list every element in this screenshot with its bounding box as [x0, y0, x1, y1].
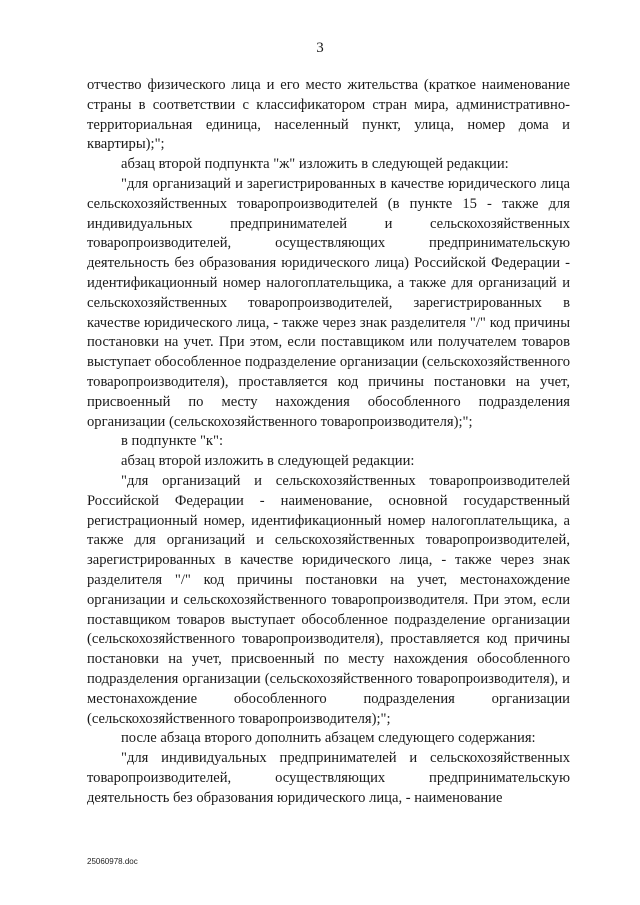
paragraph-3: "для организаций и зарегистрированных в качестве юридического лица сельскохозяйственных товаропроизводителей (в пункте 15 - также для индивидуальных предпринимателей и сельскохозяйственных товаропроизводителей, осуществляющих предпринимательскую деятельность без образования юридического лица) Российской Федерации - идентификационный номер налогоплательщика, а также для организаций и сельскохозяйственных товаропроизводителей, зарегистрированных в качестве юридического лица, - также через знак разделителя "/" код причины постановки на учет. При этом, если поставщиком или получателем товаров выступает обособленное подразделение организации (сельскохозяйственного товаропроизводителя), проставляется код причины постановки на учет, присвоенный по месту нахождения обособленного подразделения организации (сельскохозяйственного товаропроизводителя);";	[87, 175, 570, 430]
footer-filename: 25060978.doc	[87, 857, 138, 866]
paragraph-4: в подпункте "к":	[121, 433, 224, 450]
page-number: 3	[316, 40, 324, 56]
paragraph-1: отчество физического лица и его место жительства (краткое наименование страны в соответствии с классификатором стран мира, административно-территориальная единица, населенный пункт, улица, номер дома и квартиры);";	[87, 77, 570, 153]
paragraph-2: абзац второй подпункта "ж" изложить в следующей редакции:	[121, 156, 509, 173]
paragraph-8: "для индивидуальных предпринимателей и сельскохозяйственных товаропроизводителей, осуществляющих предпринимательскую деятельность без образования юридического лица, - наименование	[87, 750, 570, 806]
paragraph-6: "для организаций и сельскохозяйственных товаропроизводителей Российской Федерации - наименование, основной государственный регистрационный номер, идентификационный номер налогоплательщика, а также для организаций и сельскохозяйственных товаропроизводителей, зарегистрированных в качестве юридического лица, - также через знак разделителя "/" код причины постановки на учет, местонахождение организации и сельскохозяйственного товаропроизводителя. При этом, если поставщиком товаров выступает обособленное подразделение организации (сельскохозяйственного товаропроизводителя), проставляется код причины постановки на учет, присвоенный по месту нахождения обособленного подразделения организации (сельскохозяйственного товаропроизводителя), и местонахождение обособленного подразделения организации (сельскохозяйственного товаропроизводителя);";	[87, 472, 570, 727]
paragraph-5: абзац второй изложить в следующей редакции:	[121, 453, 415, 470]
document-body	[87, 76, 570, 808]
paragraph-7: после абзаца второго дополнить абзацем следующего содержания:	[121, 730, 536, 747]
